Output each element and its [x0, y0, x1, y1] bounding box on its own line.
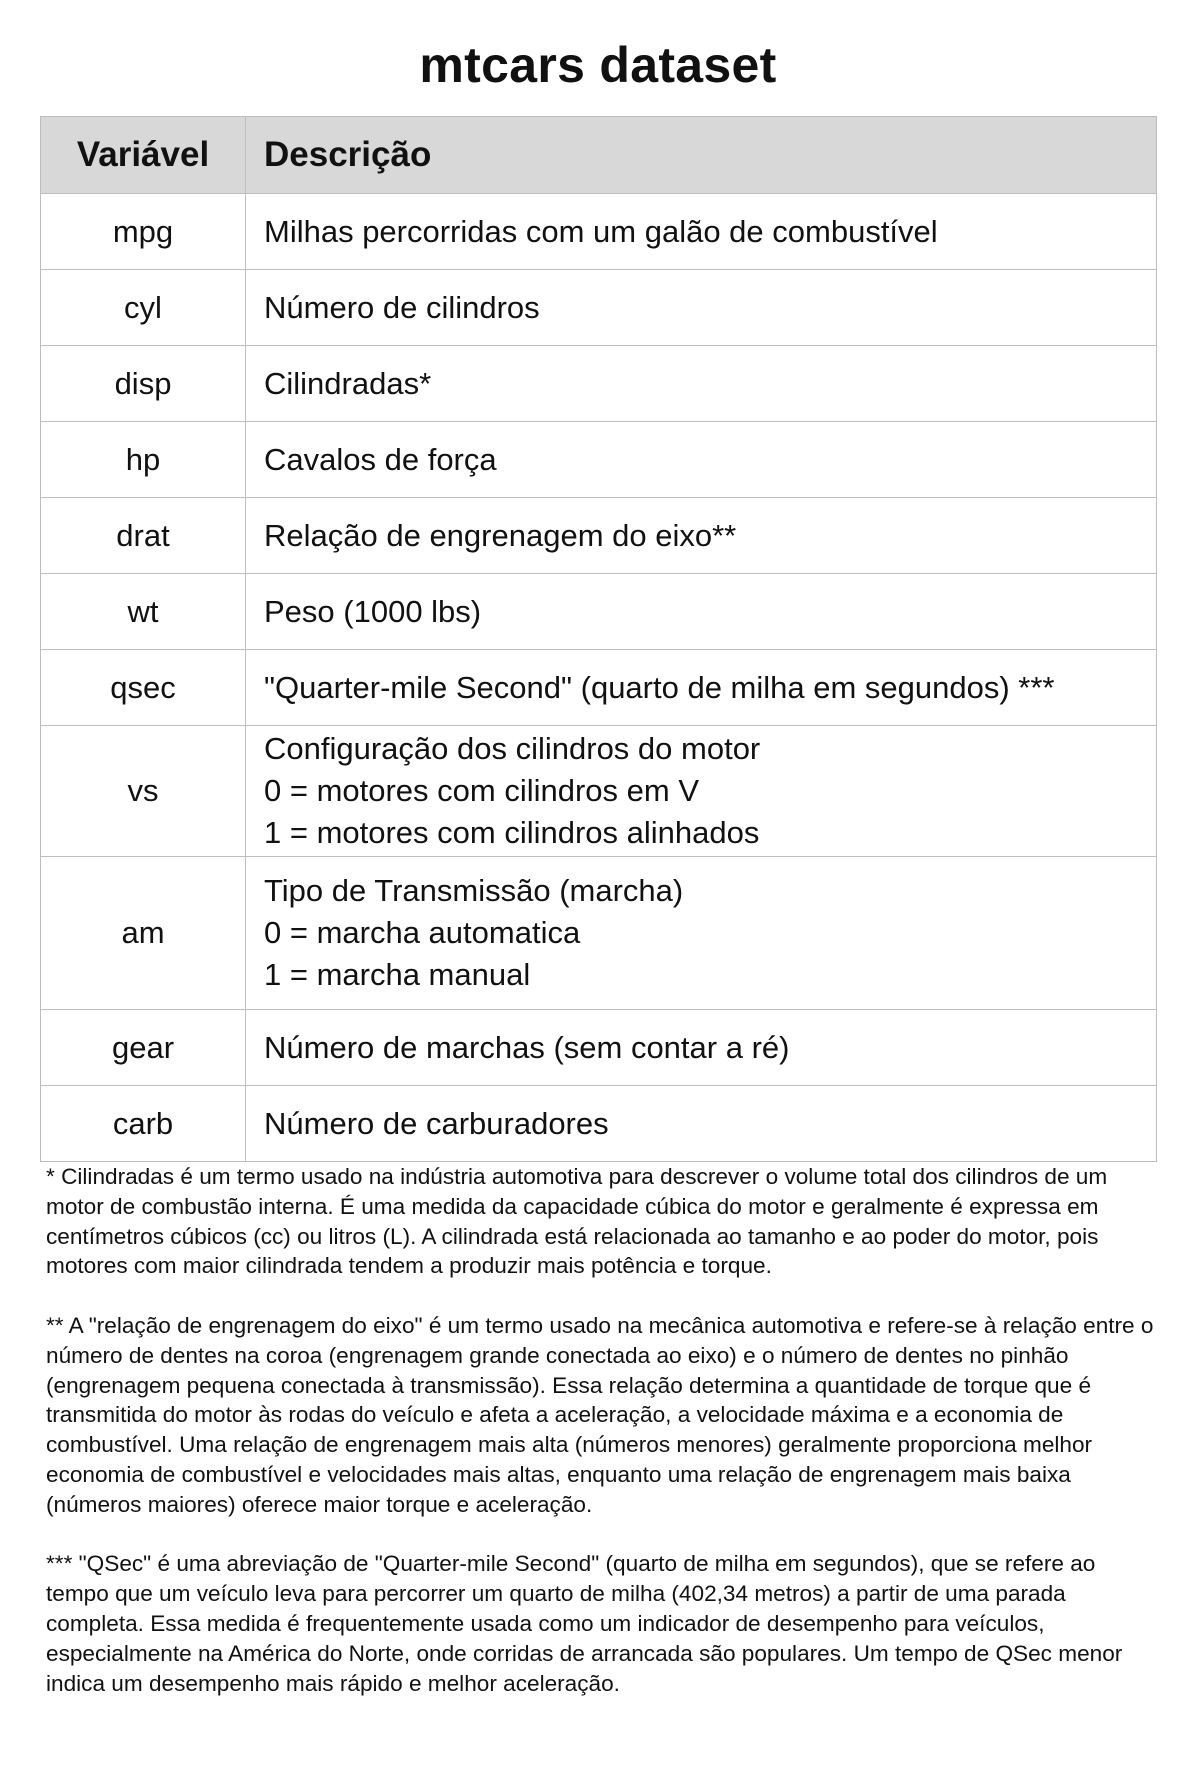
table-row — [41, 422, 1157, 498]
footnote-qsec: *** "QSec" é uma abreviação de "Quarter-mile Second" (quarto de milha em segundos), que se refere ao tempo que um veículo leva para percorrer um quarto de milha (402,34 metros) a partir de uma parada completa. Essa medida é frequentemente usada como um indicador de desempenho para veículos, especialmente na América do Norte, onde corridas de arrancada são populares. Um tempo de QSec menor indica um desempenho mais rápido e melhor aceleração. — [46, 1551, 1123, 1696]
table-row — [41, 1010, 1157, 1086]
description-cell — [246, 498, 1157, 574]
variables-table — [40, 116, 1157, 1162]
description-line: Peso (1000 lbs) — [264, 593, 482, 629]
description-line: Número de marchas (sem contar a ré) — [264, 1029, 790, 1065]
description-cell — [246, 270, 1157, 346]
variable-cell: carb — [41, 1086, 246, 1162]
variable-cell: gear — [41, 1010, 246, 1086]
variable-cell: disp — [41, 346, 246, 422]
table-header-row — [41, 117, 1157, 194]
description-cell — [246, 1010, 1157, 1086]
description-line: Milhas percorridas com um galão de combustível — [264, 213, 938, 249]
table-row — [41, 1086, 1157, 1162]
table-row — [41, 498, 1157, 574]
table-row — [41, 574, 1157, 650]
description-cell — [246, 346, 1157, 422]
table-row — [41, 270, 1157, 346]
footnotes — [46, 1162, 1156, 1728]
description-cell — [246, 194, 1157, 270]
header-description: Descrição — [246, 117, 1157, 194]
variable-cell: cyl — [41, 270, 246, 346]
description-line: 0 = marcha automatica — [264, 915, 581, 950]
description-cell — [246, 574, 1157, 650]
description-line: Relação de engrenagem do eixo** — [264, 517, 737, 553]
footnote-displacement: * Cilindradas é um termo usado na indústria automotiva para descrever o volume total dos cilindros de um motor de combustão interna. É uma medida da capacidade cúbica do motor e geralmente é expressa em centímetros cúbicos (cc) ou litros (L). A cilindrada está relacionada ao tamanho e ao poder do motor, pois motores com maior cilindrada tendem a produzir mais potência e torque. — [46, 1164, 1108, 1279]
description-cell — [246, 857, 1157, 1010]
variable-cell: vs — [41, 726, 246, 857]
description-line: "Quarter-mile Second" (quarto de milha em segundos) *** — [264, 669, 1055, 705]
table-row — [41, 857, 1157, 1010]
description-line: Número de cilindros — [264, 289, 540, 325]
page-title: mtcars dataset — [419, 37, 777, 93]
description-cell — [246, 1086, 1157, 1162]
variable-cell: drat — [41, 498, 246, 574]
footnote-axle-ratio: ** A "relação de engrenagem do eixo" é um termo usado na mecânica automotiva e refere-se à relação entre o número de dentes na coroa (engrenagem grande conectada ao eixo) e o número de dentes no pinhão (engrenagem pequena conectada à transmissão). Essa relação determina a quantidade de torque que é transmitida do motor às rodas do veículo e afeta a aceleração, a velocidade máxima e a economia de combustível. Uma relação de engrenagem mais alta (números menores) geralmente proporciona melhor economia de combustível e velocidades mais altas, enquanto uma relação de engrenagem mais baixa (números maiores) oferece maior torque e aceleração. — [46, 1312, 1154, 1517]
table-row — [41, 650, 1157, 726]
description-line: Configuração dos cilindros do motor — [264, 731, 761, 766]
variable-cell: am — [41, 857, 246, 1010]
description-cell — [246, 422, 1157, 498]
description-line: Cilindradas* — [264, 365, 432, 401]
description-line: Tipo de Transmissão (marcha) — [264, 873, 684, 908]
description-cell — [246, 650, 1157, 726]
header-variable: Variável — [41, 117, 246, 194]
table-row — [41, 726, 1157, 857]
variable-cell: hp — [41, 422, 246, 498]
variable-cell: wt — [41, 574, 246, 650]
table-row — [41, 194, 1157, 270]
description-line: Número de carburadores — [264, 1105, 609, 1141]
description-line: Cavalos de força — [264, 441, 497, 477]
table-row — [41, 346, 1157, 422]
description-line: 1 = marcha manual — [264, 957, 531, 992]
description-cell — [246, 726, 1157, 857]
description-line: 1 = motores com cilindros alinhados — [264, 815, 760, 850]
variable-cell: qsec — [41, 650, 246, 726]
variable-cell: mpg — [41, 194, 246, 270]
description-line: 0 = motores com cilindros em V — [264, 773, 700, 808]
